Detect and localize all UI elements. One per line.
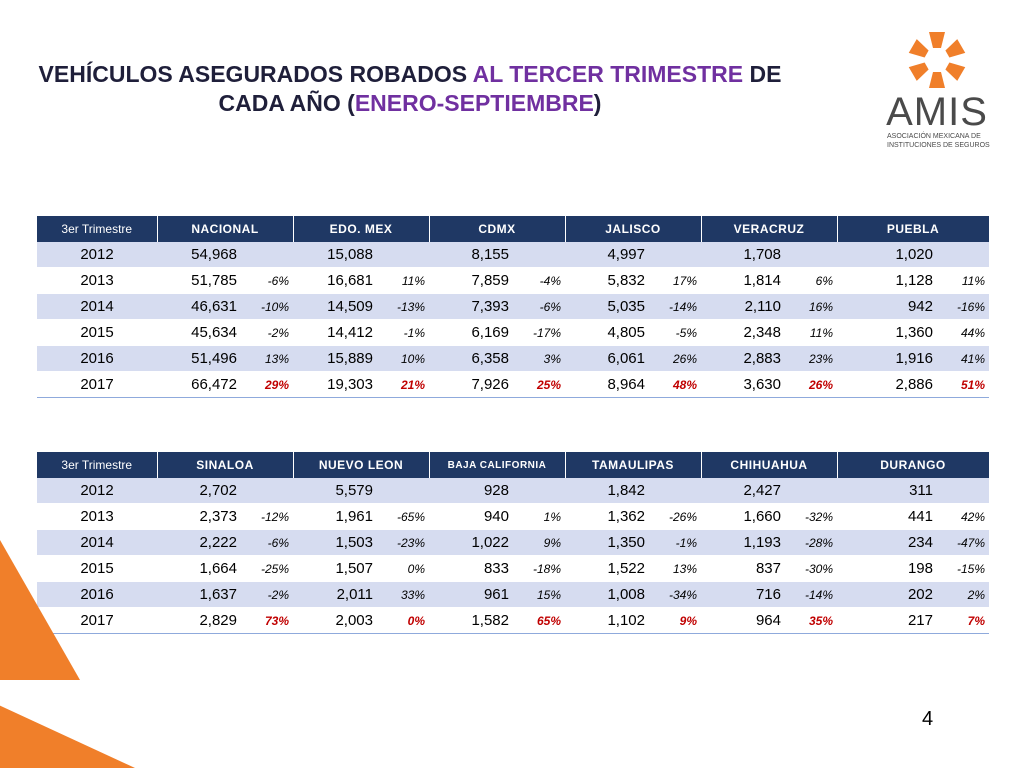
percent-change-cell: 25% <box>513 372 565 398</box>
value-cell: 198 <box>837 556 937 582</box>
value-cell: 964 <box>701 608 785 634</box>
percent-change-cell: 26% <box>649 346 701 372</box>
value-cell: 1,193 <box>701 530 785 556</box>
percent-change-cell: -2% <box>241 582 293 608</box>
percent-change-cell: -14% <box>785 582 837 608</box>
title-part-5: ENERO-SEPTIEMBRE <box>354 90 594 116</box>
logo-subtitle-line1: ASOCIACIÓN MEXICANA DE <box>887 133 981 140</box>
table-header-row <box>37 452 989 478</box>
percent-change-cell: 35% <box>785 608 837 634</box>
year-cell: 2013 <box>37 504 157 530</box>
value-cell: 6,358 <box>429 346 513 372</box>
percent-change-cell: -30% <box>785 556 837 582</box>
column-header-year: 3er Trimestre <box>37 452 157 478</box>
percent-change-cell: -16% <box>937 294 989 320</box>
value-cell: 1,522 <box>565 556 649 582</box>
table-row <box>37 372 989 398</box>
value-cell: 1,916 <box>837 346 937 372</box>
orange-decoration-bottom <box>0 690 135 768</box>
value-cell: 2,886 <box>837 372 937 398</box>
value-cell: 928 <box>429 478 513 504</box>
value-cell: 1,022 <box>429 530 513 556</box>
table-row <box>37 556 989 582</box>
table-header-row <box>37 216 989 242</box>
percent-change-cell: 29% <box>241 372 293 398</box>
column-header-nacional: NACIONAL <box>157 216 293 242</box>
value-cell: 1,507 <box>293 556 377 582</box>
column-header-edo-mex: EDO. MEX <box>293 216 429 242</box>
slide-title <box>20 60 800 118</box>
percent-change-cell: -10% <box>241 294 293 320</box>
percent-change-cell <box>649 478 701 504</box>
percent-change-cell: -15% <box>937 556 989 582</box>
percent-change-cell: -26% <box>649 504 701 530</box>
percent-change-cell: -28% <box>785 530 837 556</box>
year-cell: 2013 <box>37 268 157 294</box>
percent-change-cell: -25% <box>241 556 293 582</box>
percent-change-cell: -4% <box>513 268 565 294</box>
value-cell: 1,637 <box>157 582 241 608</box>
column-header-puebla: PUEBLA <box>837 216 989 242</box>
table-row <box>37 530 989 556</box>
value-cell: 940 <box>429 504 513 530</box>
percent-change-cell <box>513 478 565 504</box>
value-cell: 961 <box>429 582 513 608</box>
page-number: 4 <box>922 708 934 730</box>
value-cell: 14,412 <box>293 320 377 346</box>
value-cell: 2,829 <box>157 608 241 634</box>
year-cell: 2012 <box>37 478 157 504</box>
year-cell: 2014 <box>37 530 157 556</box>
value-cell: 5,579 <box>293 478 377 504</box>
column-header-tamaulipas: TAMAULIPAS <box>565 452 701 478</box>
percent-change-cell: 6% <box>785 268 837 294</box>
value-cell: 6,061 <box>565 346 649 372</box>
value-cell: 3,630 <box>701 372 785 398</box>
year-cell: 2015 <box>37 320 157 346</box>
year-cell: 2012 <box>37 242 157 268</box>
value-cell: 2,348 <box>701 320 785 346</box>
year-cell: 2015 <box>37 556 157 582</box>
table-row <box>37 242 989 268</box>
percent-change-cell: 16% <box>785 294 837 320</box>
column-header-sinaloa: SINALOA <box>157 452 293 478</box>
value-cell: 217 <box>837 608 937 634</box>
year-cell: 2017 <box>37 372 157 398</box>
logo-subtitle-line2: INSTITUCIONES DE SEGUROS <box>887 142 990 149</box>
value-cell: 1,102 <box>565 608 649 634</box>
column-header-cdmx: CDMX <box>429 216 565 242</box>
percent-change-cell: 0% <box>377 556 429 582</box>
value-cell: 2,110 <box>701 294 785 320</box>
percent-change-cell <box>241 478 293 504</box>
value-cell: 15,889 <box>293 346 377 372</box>
table-row <box>37 504 989 530</box>
value-cell: 19,303 <box>293 372 377 398</box>
value-cell: 1,842 <box>565 478 649 504</box>
value-cell: 1,020 <box>837 242 937 268</box>
percent-change-cell: 10% <box>377 346 429 372</box>
percent-change-cell: 2% <box>937 582 989 608</box>
percent-change-cell <box>785 242 837 268</box>
value-cell: 4,997 <box>565 242 649 268</box>
value-cell: 234 <box>837 530 937 556</box>
value-cell: 6,169 <box>429 320 513 346</box>
value-cell: 54,968 <box>157 242 241 268</box>
logo-subtitle <box>887 132 992 150</box>
percent-change-cell <box>377 478 429 504</box>
value-cell: 51,785 <box>157 268 241 294</box>
table-row <box>37 608 989 634</box>
value-cell: 716 <box>701 582 785 608</box>
column-header-nuevo-leon: NUEVO LEON <box>293 452 429 478</box>
percent-change-cell: 65% <box>513 608 565 634</box>
value-cell: 2,883 <box>701 346 785 372</box>
percent-change-cell <box>241 242 293 268</box>
percent-change-cell: -47% <box>937 530 989 556</box>
value-cell: 46,631 <box>157 294 241 320</box>
percent-change-cell: -14% <box>649 294 701 320</box>
year-cell: 2014 <box>37 294 157 320</box>
percent-change-cell: -23% <box>377 530 429 556</box>
value-cell: 2,373 <box>157 504 241 530</box>
value-cell: 1,503 <box>293 530 377 556</box>
value-cell: 1,128 <box>837 268 937 294</box>
percent-change-cell: -12% <box>241 504 293 530</box>
percent-change-cell <box>649 242 701 268</box>
value-cell: 1,814 <box>701 268 785 294</box>
value-cell: 837 <box>701 556 785 582</box>
value-cell: 1,660 <box>701 504 785 530</box>
percent-change-cell: -34% <box>649 582 701 608</box>
amis-logo-icon <box>882 30 992 90</box>
percent-change-cell: 21% <box>377 372 429 398</box>
value-cell: 8,155 <box>429 242 513 268</box>
percent-change-cell: -1% <box>377 320 429 346</box>
value-cell: 2,702 <box>157 478 241 504</box>
value-cell: 1,582 <box>429 608 513 634</box>
value-cell: 7,859 <box>429 268 513 294</box>
column-header-chihuahua: CHIHUAHUA <box>701 452 837 478</box>
value-cell: 202 <box>837 582 937 608</box>
percent-change-cell: 48% <box>649 372 701 398</box>
value-cell: 5,035 <box>565 294 649 320</box>
table-row <box>37 478 989 504</box>
table-row <box>37 268 989 294</box>
title-part-3: DE <box>743 61 782 87</box>
percent-change-cell: 33% <box>377 582 429 608</box>
percent-change-cell: 23% <box>785 346 837 372</box>
title-part-6: ) <box>593 90 602 116</box>
value-cell: 2,003 <box>293 608 377 634</box>
percent-change-cell: -6% <box>241 530 293 556</box>
table-region-2 <box>37 452 990 634</box>
percent-change-cell: 13% <box>241 346 293 372</box>
percent-change-cell: 17% <box>649 268 701 294</box>
orange-decoration-left <box>0 540 80 680</box>
percent-change-cell: 11% <box>785 320 837 346</box>
column-header-veracruz: VERACRUZ <box>701 216 837 242</box>
value-cell: 1,961 <box>293 504 377 530</box>
percent-change-cell <box>937 478 989 504</box>
value-cell: 7,926 <box>429 372 513 398</box>
value-cell: 1,362 <box>565 504 649 530</box>
percent-change-cell: 9% <box>513 530 565 556</box>
percent-change-cell: 1% <box>513 504 565 530</box>
table-row <box>37 320 989 346</box>
value-cell: 441 <box>837 504 937 530</box>
percent-change-cell: 41% <box>937 346 989 372</box>
value-cell: 942 <box>837 294 937 320</box>
percent-change-cell: 42% <box>937 504 989 530</box>
value-cell: 833 <box>429 556 513 582</box>
column-header-jalisco: JALISCO <box>565 216 701 242</box>
value-cell: 51,496 <box>157 346 241 372</box>
value-cell: 14,509 <box>293 294 377 320</box>
percent-change-cell: 51% <box>937 372 989 398</box>
column-header-durango: DURANGO <box>837 452 989 478</box>
value-cell: 1,350 <box>565 530 649 556</box>
percent-change-cell: -13% <box>377 294 429 320</box>
column-header-year: 3er Trimestre <box>37 216 157 242</box>
percent-change-cell: -18% <box>513 556 565 582</box>
amis-logo <box>882 30 992 155</box>
value-cell: 8,964 <box>565 372 649 398</box>
value-cell: 1,664 <box>157 556 241 582</box>
percent-change-cell: -65% <box>377 504 429 530</box>
percent-change-cell: 0% <box>377 608 429 634</box>
value-cell: 15,088 <box>293 242 377 268</box>
value-cell: 2,427 <box>701 478 785 504</box>
year-cell: 2017 <box>37 608 157 634</box>
column-header-baja-california: BAJA CALIFORNIA <box>429 452 565 478</box>
year-cell: 2016 <box>37 582 157 608</box>
percent-change-cell: -1% <box>649 530 701 556</box>
percent-change-cell: -32% <box>785 504 837 530</box>
percent-change-cell <box>513 242 565 268</box>
percent-change-cell: 15% <box>513 582 565 608</box>
value-cell: 4,805 <box>565 320 649 346</box>
table-row <box>37 346 989 372</box>
percent-change-cell: -17% <box>513 320 565 346</box>
value-cell: 2,011 <box>293 582 377 608</box>
percent-change-cell: 3% <box>513 346 565 372</box>
percent-change-cell <box>937 242 989 268</box>
percent-change-cell: 26% <box>785 372 837 398</box>
table-row <box>37 294 989 320</box>
title-part-4: CADA AÑO ( <box>218 90 355 116</box>
percent-change-cell: 44% <box>937 320 989 346</box>
percent-change-cell: 11% <box>377 268 429 294</box>
title-part-1: VEHÍCULOS ASEGURADOS ROBADOS <box>38 61 473 87</box>
percent-change-cell: 9% <box>649 608 701 634</box>
value-cell: 1,708 <box>701 242 785 268</box>
percent-change-cell: 11% <box>937 268 989 294</box>
value-cell: 66,472 <box>157 372 241 398</box>
percent-change-cell: 13% <box>649 556 701 582</box>
percent-change-cell <box>377 242 429 268</box>
percent-change-cell: -6% <box>513 294 565 320</box>
value-cell: 45,634 <box>157 320 241 346</box>
value-cell: 311 <box>837 478 937 504</box>
value-cell: 16,681 <box>293 268 377 294</box>
table-row <box>37 582 989 608</box>
percent-change-cell: -5% <box>649 320 701 346</box>
value-cell: 7,393 <box>429 294 513 320</box>
logo-name: AMIS <box>886 90 988 134</box>
table-region-1 <box>37 216 990 398</box>
percent-change-cell <box>785 478 837 504</box>
value-cell: 2,222 <box>157 530 241 556</box>
value-cell: 1,008 <box>565 582 649 608</box>
percent-change-cell: -6% <box>241 268 293 294</box>
value-cell: 5,832 <box>565 268 649 294</box>
value-cell: 1,360 <box>837 320 937 346</box>
percent-change-cell: 7% <box>937 608 989 634</box>
title-part-2: AL TERCER TRIMESTRE <box>472 61 744 87</box>
percent-change-cell: 73% <box>241 608 293 634</box>
year-cell: 2016 <box>37 346 157 372</box>
percent-change-cell: -2% <box>241 320 293 346</box>
